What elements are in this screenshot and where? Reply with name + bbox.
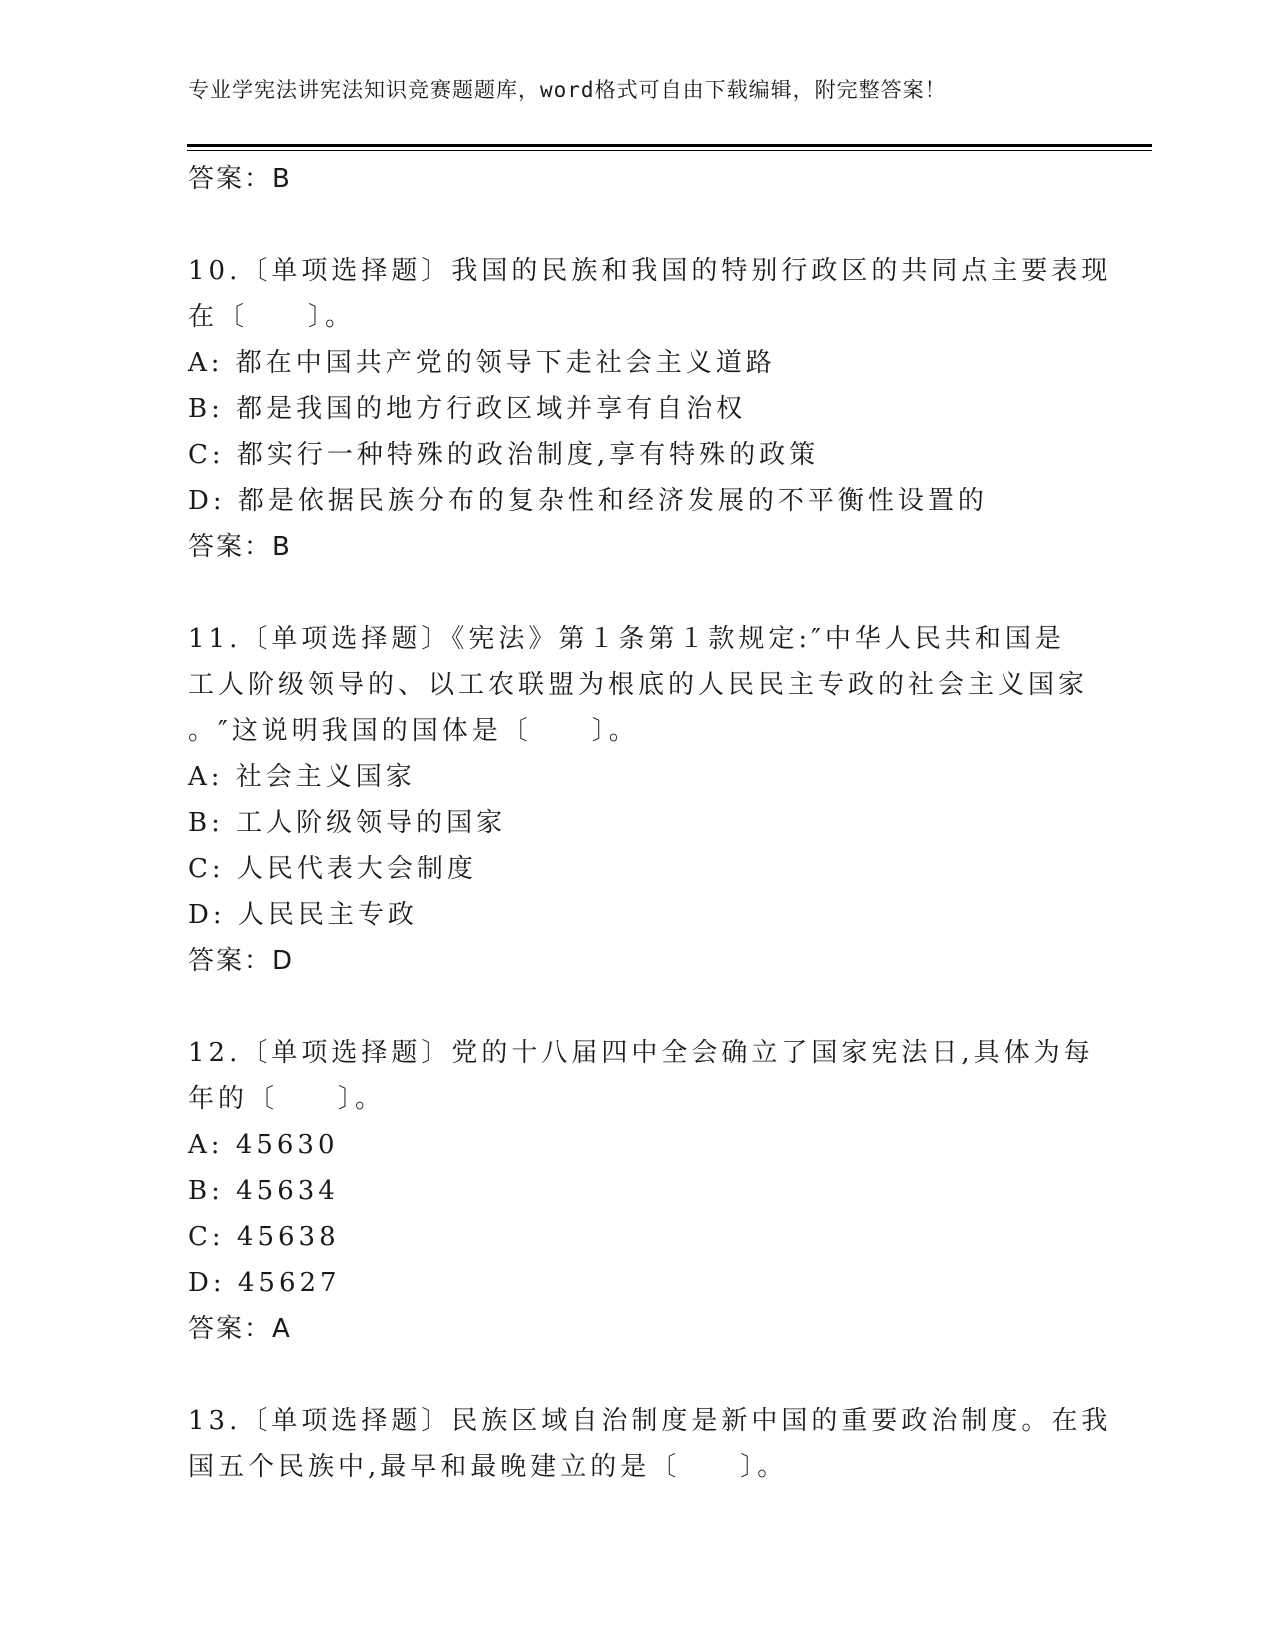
- option-b: B: 都是我国的地方行政区域并享有自治权: [188, 394, 747, 424]
- option-a: A: 45630: [188, 1130, 339, 1160]
- question-text: [188, 616, 1108, 754]
- answer-label: 答案：A: [188, 1314, 292, 1344]
- option-c: C: 人民代表大会制度: [188, 854, 477, 884]
- header-rule-thin: [187, 150, 1152, 151]
- question-line: 11.〔单项选择题〕《宪法》第１条第１款规定:″中华人民共和国是: [188, 624, 1065, 654]
- question-text: [188, 1398, 1112, 1490]
- option-d: D: 都是依据民族分布的复杂性和经济发展的不平衡性设置的: [188, 486, 988, 516]
- question-line: 12.〔单项选择题〕党的十八届四中全会确立了国家宪法日,具体为每: [188, 1038, 1094, 1068]
- question-line: 10.〔单项选择题〕我国的民族和我国的特别行政区的共同点主要表现: [188, 256, 1112, 286]
- option-a: A: 社会主义国家: [188, 762, 416, 792]
- options-list: [188, 340, 1108, 524]
- header-rule-thick: [187, 144, 1152, 147]
- document-body: [188, 156, 1112, 1490]
- options-list: [188, 754, 1108, 938]
- options-list: [188, 1122, 1108, 1306]
- question-13: [188, 1398, 1112, 1490]
- question-line: 13.〔单项选择题〕民族区域自治制度是新中国的重要政治制度。在我: [188, 1406, 1112, 1436]
- question-line: 工人阶级领导的、以工农联盟为根底的人民民主专政的社会主义国家: [188, 670, 1089, 700]
- option-a: A: 都在中国共产党的领导下走社会主义道路: [188, 348, 776, 378]
- option-b: B: 工人阶级领导的国家: [188, 808, 507, 838]
- option-c: C: 都实行一种特殊的政治制度,享有特殊的政策: [188, 440, 820, 470]
- option-b: B: 45634: [188, 1176, 339, 1206]
- question-line: 年的〔 〕。: [188, 1084, 386, 1114]
- answer-label: 答案：B: [188, 164, 292, 194]
- question-line: 国五个民族中,最早和最晚建立的是〔 〕。: [188, 1452, 788, 1482]
- option-d: D: 人民民主专政: [188, 900, 418, 930]
- option-d: D: 45627: [188, 1268, 341, 1298]
- answer-label: 答案：D: [188, 946, 295, 976]
- question-text: [188, 1030, 1108, 1122]
- answer-label: 答案：B: [188, 532, 292, 562]
- question-text: [188, 248, 1112, 340]
- option-c: C: 45638: [188, 1222, 340, 1252]
- question-line: 在〔 〕。: [188, 302, 356, 332]
- question-11: [188, 616, 1108, 984]
- page-header: 专业学宪法讲宪法知识竞赛题题库，word格式可自由下载编辑，附完整答案！: [188, 78, 947, 102]
- question-10: [188, 248, 1112, 570]
- question-12: [188, 1030, 1108, 1352]
- question-line: 。″这说明我国的国体是〔 〕。: [188, 716, 639, 746]
